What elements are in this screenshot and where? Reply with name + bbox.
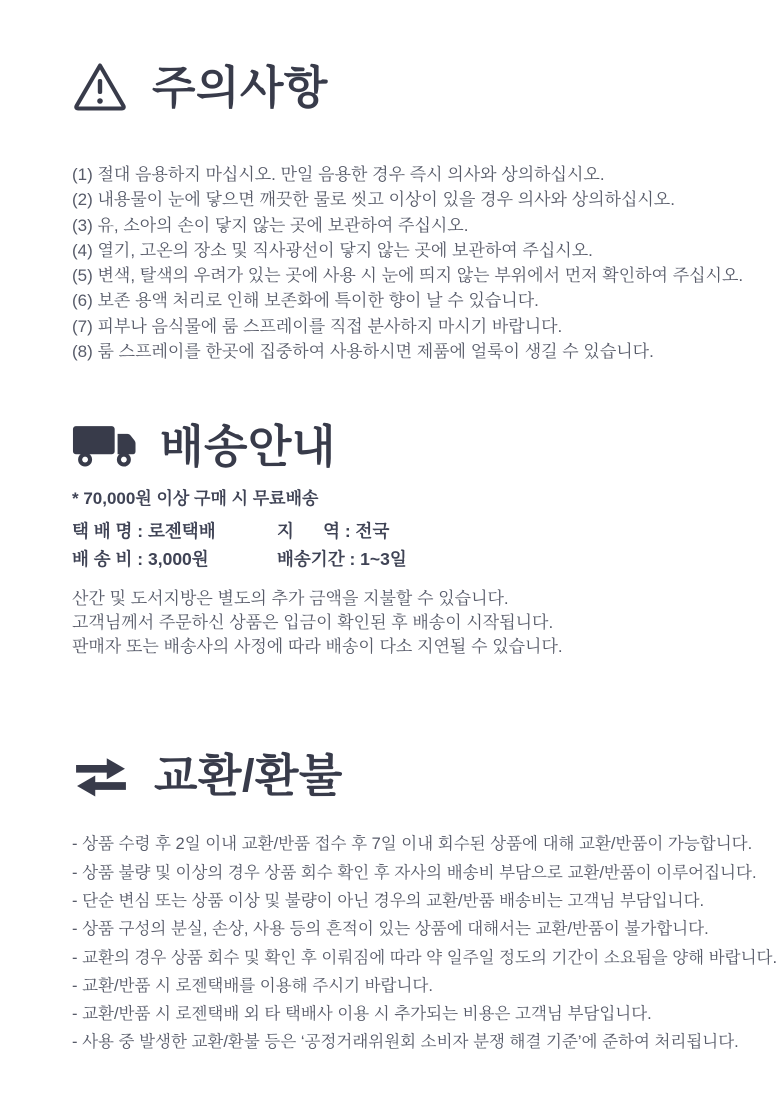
exchange-refund-item: - 상품 구성의 분실, 손상, 사용 등의 흔적이 있는 상품에 대해서는 교환/반품이 불가합니다. xyxy=(72,920,709,939)
free-shipping-note: * 70,000원 이상 구매 시 무료배송 xyxy=(72,489,319,509)
precaution-item: (6) 보존 용액 처리로 인해 보존화에 특이한 향이 날 수 있습니다. xyxy=(72,291,539,311)
section-precautions xyxy=(72,56,744,364)
exchange-refund-title: 교환/환불 xyxy=(154,749,343,801)
truck-icon xyxy=(72,423,136,469)
precaution-item: (2) 내용물이 눈에 닿으면 깨끗한 물로 씻고 이상이 있을 경우 의사와 상의하십시오. xyxy=(72,190,675,210)
exchange-arrows-icon xyxy=(72,752,130,798)
section-exchange-refund xyxy=(72,744,778,1056)
precaution-item: (1) 절대 음용하지 마십시오. 만일 음용한 경우 즉시 의사와 상의하십시오. xyxy=(72,165,605,184)
exchange-refund-item: - 상품 불량 및 이상의 경우 상품 회수 확인 후 자사의 배송비 부담으로 교환/반품이 이루어집니다. xyxy=(72,863,757,882)
shipping-note-line: 고객님께서 주문하신 상품은 입금이 확인된 후 배송이 시작됩니다. xyxy=(72,613,554,633)
precaution-item: (8) 룸 스프레이를 한곳에 집중하여 사용하시면 제품에 얼룩이 생길 수 있습니다. xyxy=(72,342,654,362)
exchange-refund-list xyxy=(72,830,778,1056)
shipping-info-left: 배 송 비 : 3,000원 xyxy=(72,549,209,570)
precaution-list xyxy=(72,162,744,364)
shipping-info-right: 배송기간 : 1~3일 xyxy=(277,549,407,570)
shipping-note-line: 판매자 또는 배송사의 사정에 따라 배송이 다소 지연될 수 있습니다. xyxy=(72,637,563,657)
shipping-note-line: 산간 및 도서지방은 별도의 추가 금액을 지불할 수 있습니다. xyxy=(72,589,509,609)
exchange-refund-item: - 교환의 경우 상품 회수 및 확인 후 이뤄짐에 따라 약 일주일 정도의 기간이 소요됨을 양해 바랍니다. xyxy=(72,948,778,967)
exchange-refund-item: - 교환/반품 시 로젠택배를 이용해 주시기 바랍니다. xyxy=(72,976,433,995)
exchange-refund-item: - 단순 변심 또는 상품 이상 및 불량이 아닌 경우의 교환/반품 배송비는 고객님 부담입니다. xyxy=(72,891,705,910)
shipping-info-row xyxy=(72,545,722,573)
section-shipping xyxy=(72,415,722,659)
shipping-header xyxy=(72,415,722,477)
warning-triangle-icon xyxy=(72,61,128,113)
shipping-notes xyxy=(72,587,722,659)
precaution-item: (7) 피부나 음식물에 룸 스프레이를 직접 분사하지 마시기 바랍니다. xyxy=(72,316,563,336)
shipping-info-table xyxy=(72,517,722,573)
shipping-title: 배송안내 xyxy=(160,420,336,472)
precaution-item: (3) 유, 소아의 손이 닿지 않는 곳에 보관하여 주십시오. xyxy=(72,215,469,235)
exchange-refund-item: - 교환/반품 시 로젠택배 외 타 택배사 이용 시 추가되는 비용은 고객님 부담입니다. xyxy=(72,1005,652,1024)
precautions-header xyxy=(72,56,722,118)
precaution-item: (5) 변색, 탈색의 우려가 있는 곳에 사용 시 눈에 띄지 않는 부위에서 먼저 확인하여 주십시오. xyxy=(72,266,744,286)
precaution-item: (4) 열기, 고온의 장소 및 직사광선이 닿지 않는 곳에 보관하여 주십시오. xyxy=(72,240,593,260)
exchange-refund-header xyxy=(72,744,722,806)
exchange-refund-item: - 상품 수령 후 2일 이내 교환/반품 접수 후 7일 이내 회수된 상품에 대해 교환/반품이 가능합니다. xyxy=(72,835,753,854)
shipping-info-left: 택 배 명 : 로젠택배 xyxy=(72,521,216,542)
shipping-info-row xyxy=(72,517,722,545)
precautions-title: 주의사항 xyxy=(152,61,328,113)
shipping-info-right: 지 역 : 전국 xyxy=(277,521,390,542)
exchange-refund-item: - 사용 중 발생한 교환/환불 등은 ‘공정거래위원회 소비자 분쟁 해결 기준’에 준하여 처리됩니다. xyxy=(72,1033,739,1052)
